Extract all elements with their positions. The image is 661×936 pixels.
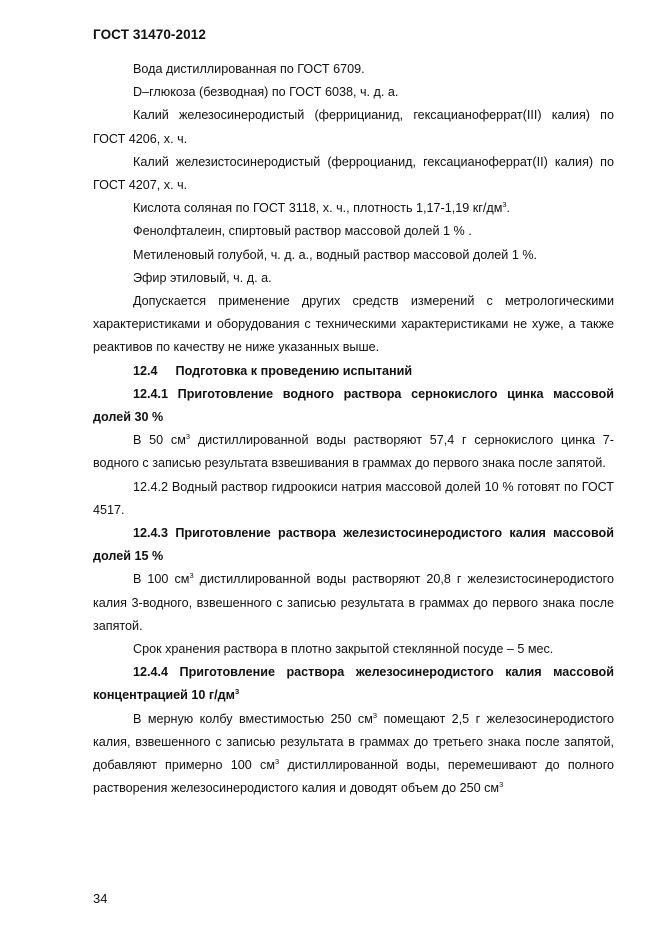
section-title: Подготовка к проведению испытаний	[175, 363, 413, 378]
document-header: ГОСТ 31470-2012	[93, 27, 206, 42]
s4-sup1: 3	[372, 710, 378, 720]
acid-sup: 3	[502, 200, 507, 210]
allowance-paragraph: Допускается применение других средств измерений с метрологическими характеристиками и оборудования с техническими характеристиками не хуже, а также реактивов по качеству не ниже указанных выше.	[93, 294, 614, 355]
subsection-12-4-3-text	[93, 568, 614, 638]
subsection-12-4-1-heading: 12.4.1 Приготовление водного раствора сернокислого цинка массовой долей 30 %	[93, 386, 614, 425]
s4-text-part3: дистиллированной воды, перемешивают до полного растворения железосинеродистого калия и доводят объем до 250 см	[93, 758, 615, 796]
s4-sup2: 3	[275, 757, 280, 767]
s3-sup: 3	[189, 571, 194, 581]
subsection-12-4-3-storage: Срок хранения раствора в плотно закрытой стеклянной посуде – 5 мес.	[133, 642, 554, 657]
document-body	[93, 58, 614, 801]
s4-heading-sup: 3	[234, 687, 240, 697]
s1-sup: 3	[185, 432, 191, 442]
s1-text-part2: дистиллированной воды растворяют 57,4 г сернокислого цинка 7-водного с записью результата взвешивания в граммах до первого знака после запятой.	[93, 433, 614, 471]
acid-tail: .	[506, 201, 511, 216]
s3-text-part2: дистиллированной воды растворяют 20,8 г железистосинеродистого калия 3-водного, взвешенного с записью результата в граммах до первого знака после запятой.	[93, 572, 615, 633]
reagent-ferricyanide: Калий железосинеродистый (феррицианид, гексацианоферрат(III) калия) по ГОСТ 4206, х. ч.	[93, 108, 614, 146]
page-number: 34	[93, 891, 108, 906]
reagent-methylene-blue: Метиленовый голубой, ч. д. а., водный раствор массовой долей 1 %.	[133, 247, 538, 262]
s4-text-part2: помещают 2,5 г железосинеродистого калия, взвешенного с записью результата в граммах до третьего знака после запятой, добавляют примерно 100 см	[93, 711, 614, 773]
s4-sup3: 3	[499, 780, 504, 790]
reagent-ferrocyanide: Калий железистосинеродистый (ферроцианид, гексацианоферрат(II) калия) по ГОСТ 4207, х. ч.	[93, 154, 614, 193]
section-heading	[93, 360, 614, 383]
acid-text: Кислота соляная по ГОСТ 3118, х. ч., плотность 1,17-1,19 кг/дм	[133, 201, 503, 216]
section-number: 12.4	[133, 363, 158, 378]
reagent-ethyl-ether: Эфир этиловый, ч. д. а.	[133, 270, 272, 285]
s1-text-part1: В 50 см	[133, 433, 186, 448]
reagent-phenolphthalein: Фенолфталеин, спиртовый раствор массовой долей 1 % .	[133, 224, 472, 239]
subsection-12-4-4-text	[93, 708, 614, 801]
s3-text-part1: В 100 см	[133, 572, 190, 587]
subsection-12-4-3-heading: 12.4.3 Приготовление раствора железистосинеродистого калия массовой долей 15 %	[93, 526, 614, 564]
reagent-water: Вода дистиллированная по ГОСТ 6709.	[133, 62, 365, 76]
subsection-12-4-4-heading	[93, 661, 614, 707]
reagent-hydrochloric-acid	[93, 197, 614, 220]
s4-text-part1: В мерную колбу вместимостью 250 см	[133, 711, 373, 726]
s4-heading-text: 12.4.4 Приготовление раствора железосинеродистого калия массовой концентрацией 10 г/дм	[93, 665, 614, 703]
reagent-glucose: D–глюкоза (безводная) по ГОСТ 6038, ч. д. а.	[133, 85, 399, 100]
subsection-12-4-2-text: 12.4.2 Водный раствор гидроокиси натрия массовой долей 10 % готовят по ГОСТ 4517.	[93, 479, 614, 517]
subsection-12-4-1-text	[93, 429, 614, 475]
